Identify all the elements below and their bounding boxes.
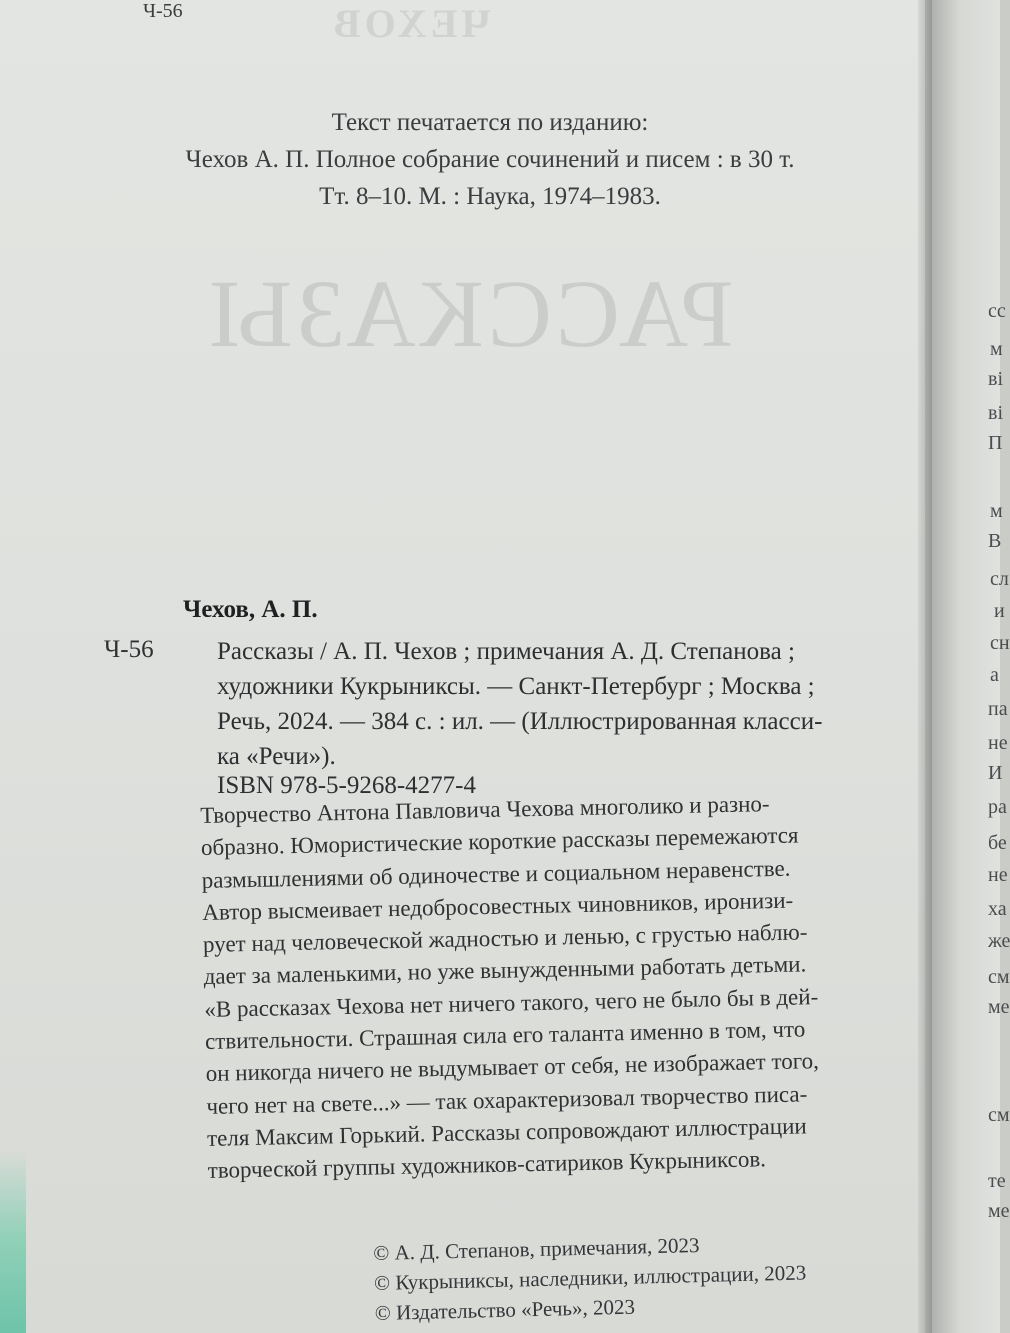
annotation-line: Творчество Антона Павловича Чехова многолико и разно- <box>200 791 770 828</box>
next-page-fragment: ві <box>988 402 1003 424</box>
annotation-line: творческой группы художников-сатириков Кукрыниксов. <box>207 1146 767 1184</box>
next-page-fragment: сс <box>988 300 1006 322</box>
next-page-fragment: бе <box>988 832 1007 854</box>
copyright-line: © Издательство «Речь», 2023 <box>374 1294 636 1325</box>
next-page-fragment: же <box>988 930 1010 952</box>
next-page-fragment: ра <box>988 796 1007 818</box>
next-page-fragment: па <box>988 698 1008 720</box>
next-page-fragment: ві <box>988 368 1003 390</box>
biblio-line: Речь, 2024. — 384 с. : ил. — (Иллюстрированная класси- <box>217 708 823 735</box>
annotation-line: размышлениями об одиночестве и социальном неравенстве. <box>201 855 791 893</box>
next-page-fragment: м <box>990 338 1003 360</box>
next-page-fragment: те <box>988 1170 1006 1192</box>
biblio-line: ка «Речи»). <box>217 743 336 770</box>
catalog-code: Ч-56 <box>104 636 154 663</box>
next-page-fragment: не <box>988 732 1008 754</box>
next-page-fragment: ме <box>988 996 1010 1018</box>
ghost-title-mirror: РАССКАЗЫ <box>205 260 734 367</box>
annotation-line: Автор высмеивает недобросовестных чиновников, иронизи- <box>202 887 794 925</box>
next-page-fragment: ме <box>988 1200 1010 1222</box>
edition-line: Тт. 8–10. М. : Наука, 1974–1983. <box>319 183 661 210</box>
catalog-author: Чехов, А. П. <box>183 596 318 623</box>
catalog-code-top: Ч-56 <box>143 0 183 22</box>
ghost-author-mirror: ЧЕХОВ <box>330 1 491 46</box>
biblio-line: художники Кукрыниксы. — Санкт-Петербург ; Москва ; <box>217 673 815 700</box>
next-page-fragment: В <box>988 530 1002 552</box>
copyright-block <box>373 1227 807 1328</box>
next-page-fragment: а <box>990 664 999 686</box>
next-page-fragment: ха <box>988 898 1007 920</box>
edition-line: Текст печатается по изданию: <box>331 109 649 136</box>
annotation-line: чего нет на свете...» — так охарактеризовал творчество писа- <box>206 1081 808 1119</box>
next-page-fragment: не <box>988 864 1008 886</box>
next-page-fragment: И <box>988 762 1003 784</box>
next-page-fragment: см <box>988 1104 1010 1126</box>
edition-note <box>120 104 860 215</box>
page-gutter-shadow <box>918 0 932 1333</box>
next-page-fragment: см <box>988 966 1010 988</box>
biblio-line: Рассказы / А. П. Чехов ; примечания А. Д. Степанова ; <box>217 638 795 665</box>
next-page-fragment: и <box>994 600 1005 622</box>
annotation-line: рует над человеческой жадностью и ленью, с грустью наблю- <box>202 919 808 958</box>
isbn: ISBN 978-5-9268-4277-4 <box>217 772 477 799</box>
next-page-fragment: сн <box>990 632 1010 654</box>
next-page-edge <box>932 0 1010 1333</box>
edition-line: Чехов А. П. Полное собрание сочинений и писем : в 30 т. <box>185 146 795 173</box>
annotation-line: теля Максим Горький. Рассказы сопровождают иллюстрации <box>206 1113 807 1151</box>
copyright-line: © Кукрыниксы, наследники, иллюстрации, 2023 <box>373 1260 807 1295</box>
annotation-line: образно. Юмористические короткие рассказы перемежаются <box>200 822 799 861</box>
annotation <box>200 786 868 1187</box>
bibliographic-description <box>217 634 857 774</box>
next-page-fragment: сл <box>990 568 1009 590</box>
annotation-line: ствительности. Страшная сила его таланта именно в том, что <box>204 1016 806 1055</box>
annotation-line: он никогда ничего не выдумывает от себя, не изображает того, <box>205 1048 820 1087</box>
green-cover-edge <box>0 1150 26 1333</box>
copyright-line: © А. Д. Степанов, примечания, 2023 <box>373 1233 700 1265</box>
annotation-line: «В рассказах Чехова нет ничего такого, чего не было бы в дей- <box>204 983 819 1022</box>
annotation-line: дает за маленькими, но уже вынужденными работать детьми. <box>203 951 807 990</box>
next-page-fragment: П <box>988 432 1003 454</box>
next-page-fragment: м <box>990 500 1003 522</box>
